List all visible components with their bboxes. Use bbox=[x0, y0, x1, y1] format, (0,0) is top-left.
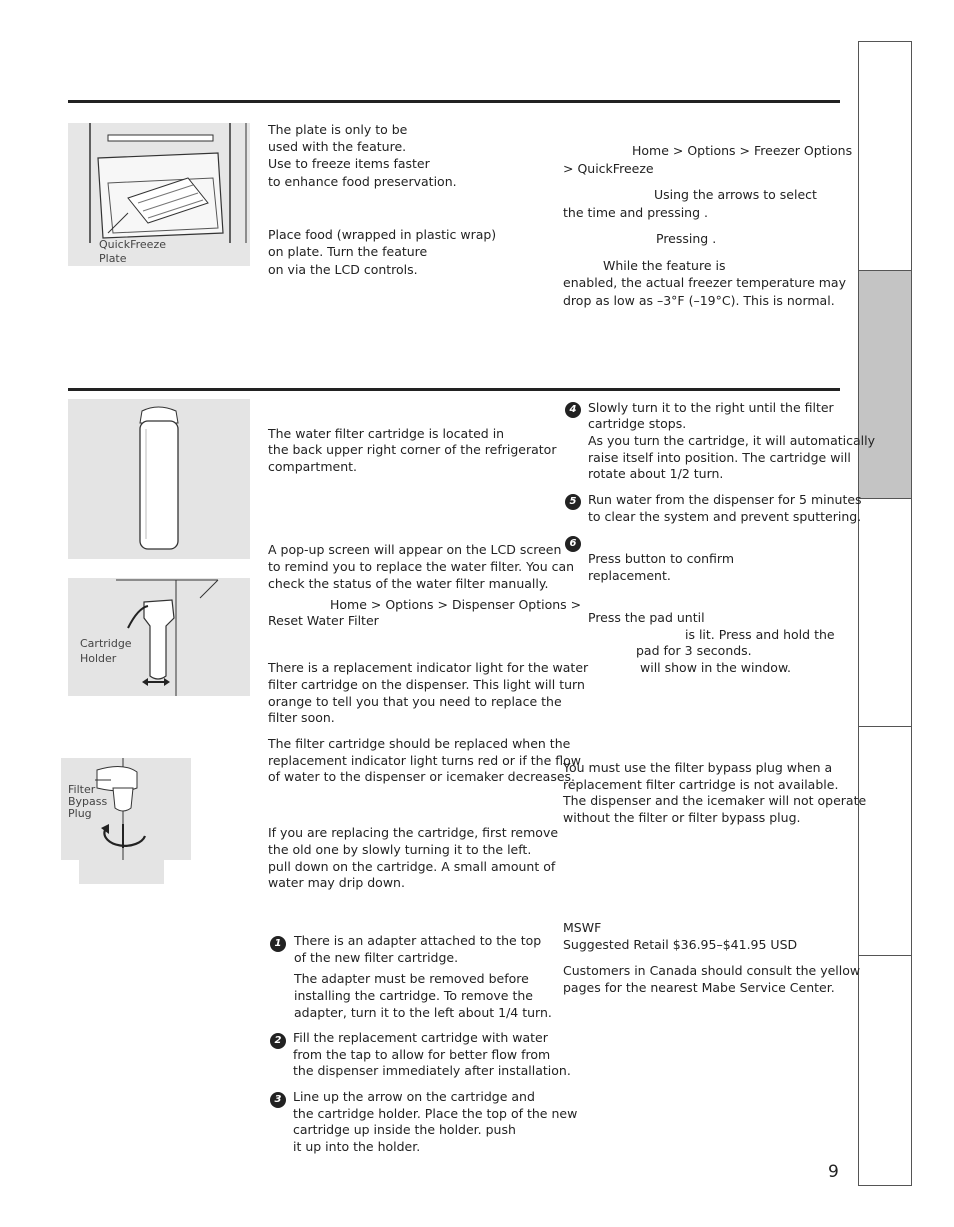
step-4-line-1: Slowly turn it to the right until the filter bbox=[588, 400, 834, 415]
cartridge-holder-label-2: Holder bbox=[80, 652, 117, 665]
part-number: MSWF bbox=[563, 920, 602, 935]
step-1-line-1: There is an adapter attached to the top bbox=[294, 933, 542, 948]
wf-text-6: check the status of the water filter manually. bbox=[268, 576, 549, 591]
qf-menu-path: Home > Options > Freezer Options bbox=[632, 143, 853, 158]
qf-text-5: Place food (wrapped in plastic wrap) bbox=[268, 227, 497, 242]
qf-text-7: on via the LCD controls. bbox=[268, 262, 418, 277]
wf-text-16: If you are replacing the cartridge, first remove bbox=[268, 825, 559, 840]
step-6-line-1: Press button to confirm bbox=[588, 551, 735, 566]
step-3-line-4: it up into the holder. bbox=[293, 1139, 421, 1154]
side-tab-3[interactable] bbox=[858, 498, 912, 727]
qf-text-1: The plate is only to be bbox=[268, 122, 408, 137]
side-tab-1[interactable] bbox=[858, 41, 912, 271]
step-6-line-3: Press the pad until bbox=[588, 610, 705, 625]
wf-text-3: compartment. bbox=[268, 459, 357, 474]
step-1-line-3: The adapter must be removed before bbox=[294, 971, 529, 986]
canada-text-2: pages for the nearest Mabe Service Center. bbox=[563, 980, 835, 995]
step-3-line-1: Line up the arrow on the cartridge and bbox=[293, 1089, 535, 1104]
step-1-line-2: of the new filter cartridge. bbox=[294, 950, 459, 965]
step-2-number: 2 bbox=[270, 1033, 286, 1049]
side-tab-2[interactable] bbox=[858, 270, 912, 499]
qf-note-1: While the feature is bbox=[603, 258, 726, 273]
bypass-text-1: You must use the filter bypass plug when a bbox=[563, 760, 833, 775]
bypass-label-1: Filter bbox=[68, 783, 96, 796]
step-4-line-3: As you turn the cartridge, it will automatically bbox=[588, 433, 875, 448]
quickfreeze-caption-1: QuickFreeze bbox=[99, 238, 166, 251]
qf-step-text-2: the time and pressing . bbox=[563, 205, 708, 220]
suggested-retail-price: Suggested Retail $36.95–$41.95 USD bbox=[563, 937, 798, 952]
step-6-line-5: pad for 3 seconds. bbox=[636, 643, 752, 658]
wf-text-14: replacement indicator light turns red or if the flow bbox=[268, 753, 581, 768]
wf-text-17: the old one by slowly turning it to the left. bbox=[268, 842, 532, 857]
bypass-text-4: without the filter or filter bypass plug. bbox=[563, 810, 801, 825]
qf-text-2: used with the feature. bbox=[268, 139, 407, 154]
step-4-line-2: cartridge stops. bbox=[588, 416, 687, 431]
qf-text-3: Use to freeze items faster bbox=[268, 156, 430, 171]
step-6-number: 6 bbox=[565, 536, 581, 552]
bypass-plug-drawing bbox=[61, 758, 191, 884]
qf-step-text-1: Using the arrows to select bbox=[654, 187, 817, 202]
step-2-line-2: from the tap to allow for better flow from bbox=[293, 1047, 551, 1062]
wf-text-19: water may drip down. bbox=[268, 875, 405, 890]
step-6-line-4: is lit. Press and hold the bbox=[685, 627, 835, 642]
step-3-line-2: the cartridge holder. Place the top of the new bbox=[293, 1106, 578, 1121]
wf-menu-path-1: Home > Options > Dispenser Options > bbox=[330, 597, 582, 612]
wf-text-4: A pop-up screen will appear on the LCD screen bbox=[268, 542, 562, 557]
canada-text-1: Customers in Canada should consult the yellow bbox=[563, 963, 861, 978]
step-6-line-2: replacement. bbox=[588, 568, 671, 583]
quickfreeze-caption-2: Plate bbox=[99, 252, 127, 265]
bypass-text-2: replacement filter cartridge is not available. bbox=[563, 777, 839, 792]
wf-text-11: orange to tell you that you need to replace the bbox=[268, 694, 562, 709]
wf-menu-path-2: Reset Water Filter bbox=[268, 613, 379, 628]
wf-text-18: pull down on the cartridge. A small amount of bbox=[268, 859, 556, 874]
qf-step-text-3: Pressing . bbox=[656, 231, 717, 246]
step-4-line-5: rotate about 1/2 turn. bbox=[588, 466, 724, 481]
step-4-number: 4 bbox=[565, 402, 581, 418]
side-tab-5[interactable] bbox=[858, 955, 912, 1186]
wf-text-5: to remind you to replace the water filter. You can bbox=[268, 559, 575, 574]
qf-note-3: drop as low as –3°F (–19°C). This is normal. bbox=[563, 293, 835, 308]
step-5-number: 5 bbox=[565, 494, 581, 510]
step-2-line-3: the dispenser immediately after installation. bbox=[293, 1063, 571, 1078]
wf-text-15: of water to the dispenser or icemaker decreases. bbox=[268, 769, 576, 784]
qf-note-2: enabled, the actual freezer temperature may bbox=[563, 275, 846, 290]
step-3-line-3: cartridge up inside the holder. push bbox=[293, 1122, 516, 1137]
bypass-label-3: Plug bbox=[68, 807, 92, 820]
wf-text-12: filter soon. bbox=[268, 710, 335, 725]
step-3-number: 3 bbox=[270, 1092, 286, 1108]
wf-text-1: The water filter cartridge is located in bbox=[268, 426, 505, 441]
section-rule-water-filter bbox=[68, 388, 840, 391]
cartridge-holder-label-1: Cartridge bbox=[80, 637, 132, 650]
wf-text-2: the back upper right corner of the refrigerator bbox=[268, 442, 557, 457]
page-number: 9 bbox=[828, 1162, 839, 1182]
bypass-text-3: The dispenser and the icemaker will not operate bbox=[563, 793, 867, 808]
wf-text-10: filter cartridge on the dispenser. This light will turn bbox=[268, 677, 585, 692]
step-5-line-1: Run water from the dispenser for 5 minutes bbox=[588, 492, 862, 507]
step-1-line-4: installing the cartridge. To remove the bbox=[294, 988, 533, 1003]
qf-menu-path-2: > QuickFreeze bbox=[563, 161, 654, 176]
section-rule-quickfreeze bbox=[68, 100, 840, 103]
step-1-line-5: adapter, turn it to the left about 1/4 turn. bbox=[294, 1005, 552, 1020]
qf-text-4: to enhance food preservation. bbox=[268, 174, 457, 189]
water-filter-cartridge-illustration bbox=[68, 399, 250, 559]
bypass-label-2: Bypass bbox=[68, 795, 108, 808]
step-1-number: 1 bbox=[270, 936, 286, 952]
step-2-line-1: Fill the replacement cartridge with water bbox=[293, 1030, 548, 1045]
step-5-line-2: to clear the system and prevent sputtering. bbox=[588, 509, 862, 524]
step-4-line-4: raise itself into position. The cartridge will bbox=[588, 450, 851, 465]
wf-text-13: The filter cartridge should be replaced when the bbox=[268, 736, 571, 751]
wf-text-9: There is a replacement indicator light for the water bbox=[268, 660, 589, 675]
step-6-line-6: will show in the window. bbox=[640, 660, 792, 675]
qf-text-6: on plate. Turn the feature bbox=[268, 244, 428, 259]
side-tab-4[interactable] bbox=[858, 726, 912, 956]
